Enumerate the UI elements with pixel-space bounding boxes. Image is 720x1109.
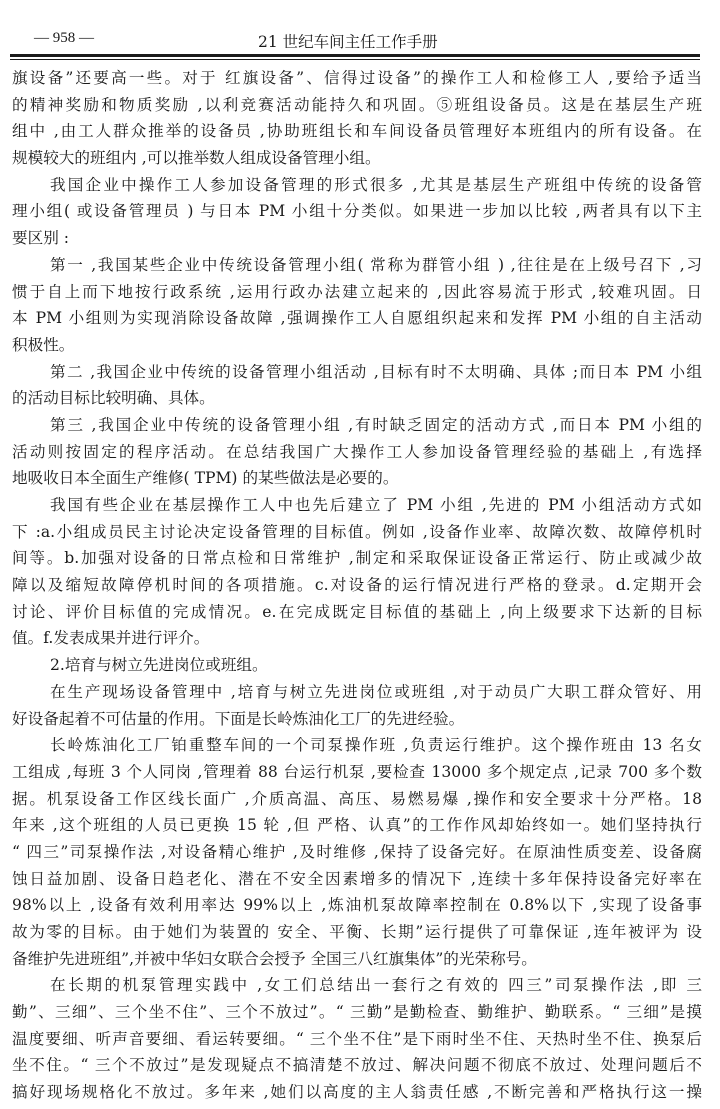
text-line: 搞好现场规格化不放过。多年来 ,她们以高度的主人翁责任感 ,不断完善和严格执行这一操: [12, 1083, 702, 1102]
text-line: 理小组( 或设备管理员 ) 与日本 PM 小组十分类似。如果进一步加以比较 ,两者具有以下主: [12, 202, 702, 221]
text-line: 下 :a.小组成员民主讨论决定设备管理的目标值。例如 ,设备作业率、故障次数、故障停机时: [12, 522, 702, 541]
text-line: 工组成 ,每班 3 个人同岗 ,管理着 88 台运行机泵 ,要检查 13000 多个规定点 ,记录 700 多个数: [12, 762, 702, 781]
text-line: 勤”、三细”、三个坐不住”、三个不放过”。“ 三勤”是勤检查、勤维护、勤联系。“ 三细”是摸: [12, 1003, 702, 1022]
text-line: 长岭炼油化工厂铂重整车间的一个司泵操作班 ,负责运行维护。这个操作班由 13 名女: [50, 736, 702, 755]
text-line: 温度要细、听声音要细、看运转要细。“ 三个坐不住”是下雨时坐不住、天热时坐不住、换泵后: [12, 1029, 702, 1048]
text-line: 间等。b.加强对设备的日常点检和日常维护 ,制定和采取保证设备正常运行、防止或减少故: [12, 549, 702, 568]
text-line: 坐不住。“ 三个不放过”是发现疑点不搞清楚不放过、解决问题不彻底不放过、处理问题后不: [12, 1056, 702, 1075]
text-line: 我国企业中操作工人参加设备管理的形式很多 ,尤其是基层生产班组中传统的设备管: [50, 175, 702, 194]
text-line: 惯于自上而下地按行政系统 ,运用行政办法建立起来的 ,因此容易流于形式 ,较难巩固。日: [12, 282, 702, 301]
text-line: 组中 ,由工人群众推举的设备员 ,协助班组长和车间设备员管理好本班组内的所有设备。在: [12, 122, 702, 141]
text-line: 值。f.发表成果并进行评介。: [12, 629, 210, 648]
text-line: 地吸收日本全面生产维修( TPM) 的某些做法是必要的。: [12, 469, 399, 488]
text-line: 的精神奖励和物质奖励 ,以利竞赛活动能持久和巩固。⑤班组设备员。这是在基层生产班: [12, 95, 702, 114]
text-line: 的活动目标比较明确、具体。: [12, 389, 215, 408]
text-line: 2.培育与树立先进岗位或班组。: [50, 656, 268, 675]
page-header: [0, 30, 720, 52]
text-line: 年来 ,这个班组的人员已更换 15 轮 ,但 严格、认真”的工作作风却始终如一。她们坚持执行: [12, 816, 702, 835]
text-line: 旗设备”还要高一些。对于 红旗设备”、信得过设备”的操作工人和检修工人 ,要给予适当: [12, 69, 702, 87]
text-line: 故为零的目标。由于她们为装置的 安全、平衡、长期”运行提供了可靠保证 ,连年被评为 设: [12, 923, 702, 941]
text-line: 好设备起着不可估量的作用。下面是长岭炼油化工厂的先进经验。: [12, 709, 465, 728]
text-line: 积极性。: [12, 335, 75, 354]
text-line: 蚀日益加剧、设备日趋老化、潜在不安全因素增多的情况下 ,连续十多年保持设备完好率在: [12, 869, 702, 888]
text-line: 讨论、评价目标值的完成情况。e.在完成既定目标值的基础上 ,向上级要求下达新的目标: [12, 602, 702, 621]
page-number: — 958 —: [34, 30, 94, 46]
header-rule-thick: [10, 54, 700, 57]
text-line: 活动则按固定的程序活动。在总结我国广大操作工人参加设备管理经验的基础上 ,有选择: [12, 442, 702, 461]
text-line: 第二 ,我国企业中传统的设备管理小组活动 ,目标有时不太明确、具体 ;而日本 PM 小组: [50, 362, 702, 381]
text-line: 第三 ,我国企业中传统的设备管理小组 ,有时缺乏固定的活动方式 ,而日本 PM 小组的: [50, 415, 702, 434]
body-text: [12, 65, 702, 1106]
text-line: 本 PM 小组则为实现消除设备故障 ,强调操作工人自愿组织起来和发挥 PM 小组的自主活动: [12, 309, 702, 328]
text-line: 在长期的机泵管理实践中 ,女工们总结出一套行之有效的 四三”司泵操作法 ,即 三: [50, 976, 702, 995]
text-line: 障以及缩短故障停机时间的各项措施。c.对设备的运行情况进行严格的登录。d.定期开会: [12, 576, 702, 595]
text-line: “ 四三”司泵操作法 ,对设备精心维护 ,及时维修 ,保持了设备完好。在原油性质变差、设备腐: [12, 842, 702, 861]
text-line: 98%以上 ,设备有效利用率达 99%以上 ,炼油机泵故障率控制在 0.8%以下 ,实现了设备事: [12, 896, 702, 915]
text-line: 在生产现场设备管理中 ,培育与树立先进岗位或班组 ,对于动员广大职工群众管好、用: [50, 682, 702, 701]
text-line: 第一 ,我国某些企业中传统设备管理小组( 常称为群管小组 ) ,往往是在上级号召下 ,习: [50, 255, 702, 274]
text-line: 规模较大的班组内 ,可以推举数人组成设备管理小组。: [12, 149, 381, 168]
text-line: 要区别 :: [12, 229, 69, 248]
text-line: 我国有些企业在基层操作工人中也先后建立了 PM 小组 ,先进的 PM 小组活动方式如: [50, 496, 702, 514]
text-line: 备维护先进班组”,并被中华妇女联合会授予 全国三八红旗集体”的光荣称号。: [12, 949, 537, 968]
text-line: 据。机泵设备工作区线长面广 ,介质高温、高压、易燃易爆 ,操作和安全要求十分严格。18: [12, 789, 702, 808]
book-title: 21 世纪车间主任工作手册: [258, 33, 438, 51]
header-rule-thin: [10, 59, 700, 60]
